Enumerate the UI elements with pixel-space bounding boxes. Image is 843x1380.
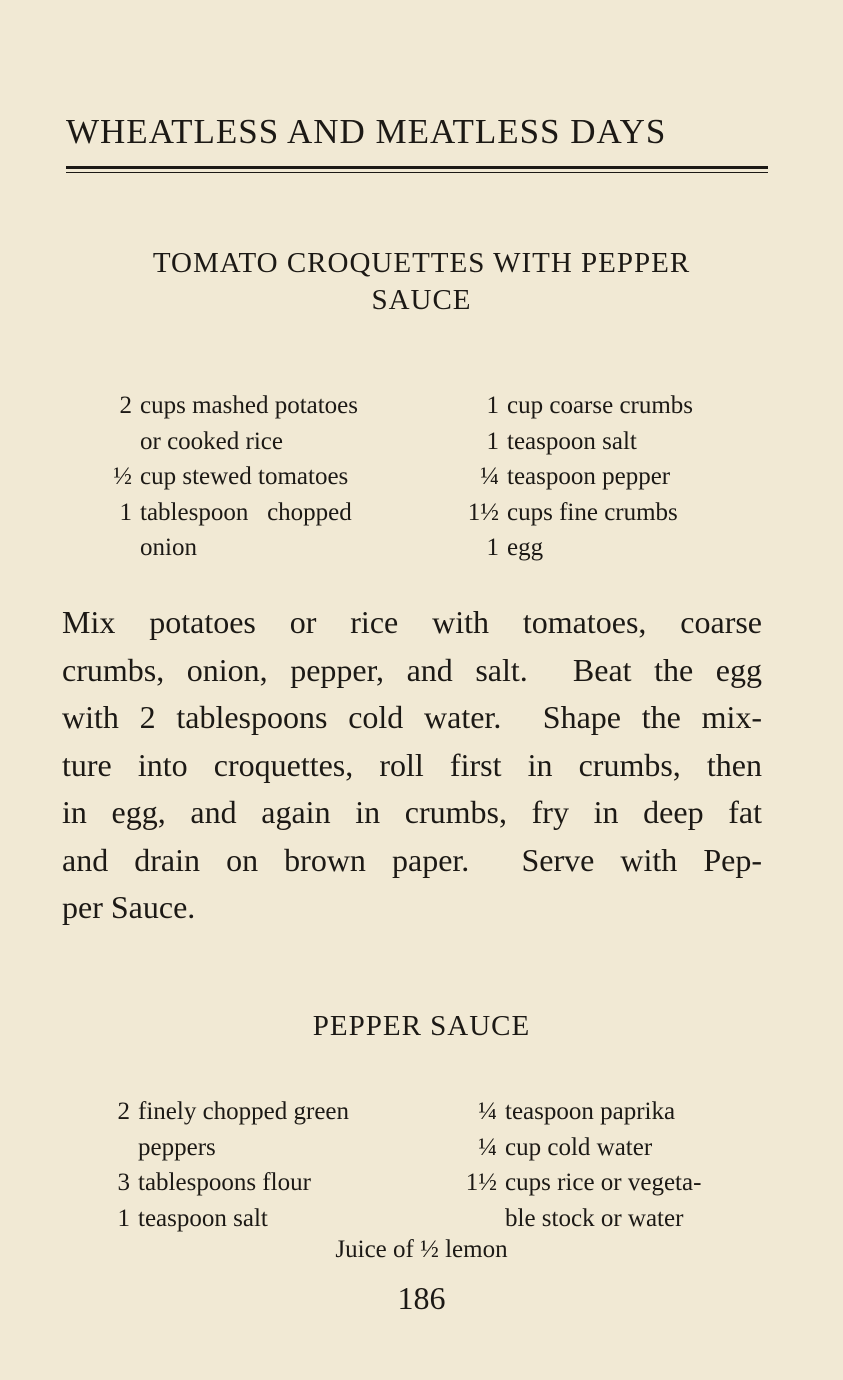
ingredient-qty: 1½ <box>467 498 499 526</box>
ingredient-row <box>140 424 415 460</box>
ingredient-text: tablespoon chopped <box>140 498 352 526</box>
ingredient-row <box>119 388 415 424</box>
ingredient-qty: ¼ <box>480 463 499 490</box>
ingredient-text: egg <box>507 534 544 561</box>
ingredient-text: cup cold water <box>505 1133 653 1161</box>
ingredient-row <box>117 1165 413 1201</box>
ingredients-right-column <box>467 388 757 566</box>
ingredient-qty: 1 <box>486 534 499 561</box>
ingredient-qty: ½ <box>113 463 132 490</box>
ingredient-text: finely chopped green <box>138 1098 350 1125</box>
ingredient-row <box>113 459 415 495</box>
ingredient-qty: ¼ <box>478 1098 497 1125</box>
ingredient-row <box>465 1165 765 1201</box>
ingredient-row <box>467 495 757 531</box>
page-number: 186 <box>397 1280 446 1316</box>
ingredient-text: cup coarse crumbs <box>507 392 694 419</box>
ingredient-qty: 1 <box>486 427 499 455</box>
sauce-ingredients-right-column <box>465 1094 765 1236</box>
ingredient-row <box>117 1094 413 1130</box>
ingredient-text: peppers <box>138 1133 216 1161</box>
ingredient-text: teaspoon pepper <box>507 463 671 490</box>
sauce-juice-line: Juice of ½ lemon <box>335 1236 508 1263</box>
recipe-title <box>0 245 843 319</box>
sauce-ingredients-left-column <box>117 1094 413 1236</box>
ingredient-row <box>117 1201 413 1237</box>
sauce-title: PEPPER SAUCE <box>312 1010 531 1042</box>
ingredient-qty: 1½ <box>465 1169 497 1196</box>
directions-line: crumbs, onion, pepper, and salt. Beat the egg <box>62 651 762 688</box>
ingredient-qty: 1 <box>117 1204 130 1232</box>
ingredient-text: cup stewed tomatoes <box>140 463 349 490</box>
ingredient-text: teaspoon salt <box>507 427 637 455</box>
ingredient-qty: ¼ <box>478 1133 497 1161</box>
ingredient-qty: 3 <box>117 1169 130 1196</box>
ingredient-row <box>478 1094 765 1130</box>
directions-line: Mix potatoes or rice with tomatoes, coarse <box>62 604 762 640</box>
ingredient-text: cups rice or vegeta- <box>505 1169 702 1196</box>
ingredient-text: ble stock or water <box>505 1204 684 1232</box>
ingredient-qty: 1 <box>119 498 132 526</box>
directions-line: and drain on brown paper. Serve with Pep- <box>62 841 762 878</box>
ingredient-text: teaspoon salt <box>138 1204 268 1232</box>
ingredient-row <box>119 495 415 531</box>
ingredient-qty: 1 <box>486 392 499 419</box>
ingredient-qty: 2 <box>117 1098 130 1125</box>
ingredient-text: onion <box>140 534 197 561</box>
ingredient-text: cups fine crumbs <box>507 498 678 526</box>
ingredient-row <box>486 388 757 424</box>
ingredient-text: teaspoon paprika <box>505 1098 676 1125</box>
directions-line: per Sauce. <box>62 889 196 925</box>
ingredients-left-column <box>113 388 415 566</box>
directions-line: ture into croquettes, roll first in crumbs, then <box>62 746 762 783</box>
ingredient-qty: 2 <box>119 392 132 419</box>
recipe-title-line-1: TOMATO CROQUETTES WITH PEPPER <box>152 247 691 279</box>
ingredient-text: or cooked rice <box>140 427 283 455</box>
ingredient-row <box>140 530 415 566</box>
ingredient-row <box>478 1130 765 1166</box>
recipe-title-line-2: SAUCE <box>371 284 472 316</box>
header-rule-thick <box>66 166 768 169</box>
ingredient-row <box>486 530 757 566</box>
running-head: WHEATLESS AND MEATLESS DAYS <box>66 112 667 151</box>
ingredient-text: cups mashed potatoes <box>140 392 359 419</box>
directions-line: with 2 tablespoons cold water. Shape the mix- <box>62 699 762 735</box>
ingredient-row <box>505 1201 765 1237</box>
ingredient-text: tablespoons flour <box>138 1169 311 1196</box>
ingredient-row <box>486 424 757 460</box>
directions-line: in egg, and again in crumbs, fry in deep fat <box>62 794 762 830</box>
ingredient-row <box>138 1130 413 1166</box>
recipe-directions <box>62 599 762 932</box>
header-rule-thin <box>66 172 768 173</box>
ingredient-row <box>480 459 757 495</box>
